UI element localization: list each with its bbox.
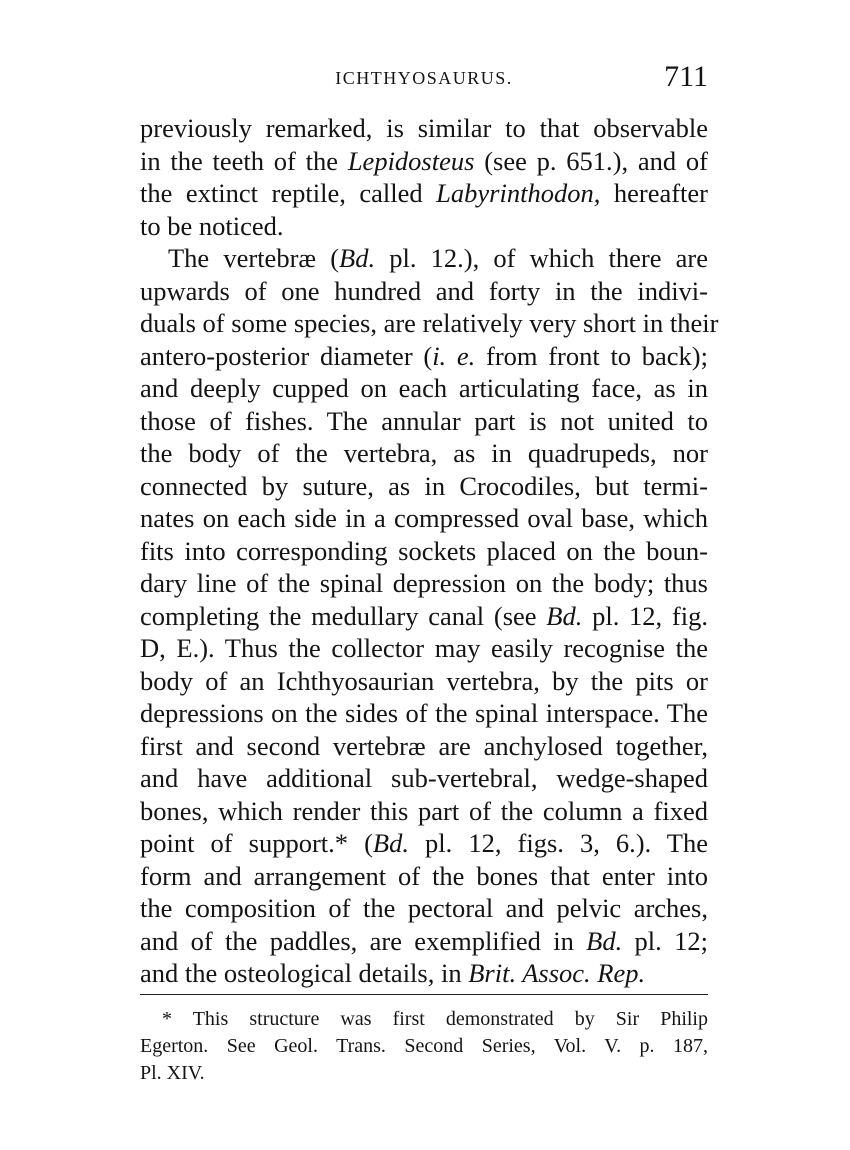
text-line: The vertebræ (Bd. pl. 12.), of which there are [168,243,708,273]
text-line: point of support.* (Bd. pl. 12, figs. 3, 6.). The [140,828,708,858]
text-line: nates on each side in a compressed oval base, which [140,503,708,533]
footnote-line: Egerton. See Geol. Trans. Second Series, Vol. V. p. 187, [140,1035,708,1057]
text-line: body of an Ichthyosaurian vertebra, by the pits or [140,665,708,696]
text-line: and have additional sub-vertebral, wedge-shaped [140,763,708,793]
footnote-rule [140,994,708,995]
footnote [140,1006,708,1087]
text-line: antero-posterior diameter (i. e. from front to back); [140,340,708,371]
body-text [140,112,719,990]
footnote-line: * This structure was first demonstrated by Sir Philip [162,1008,708,1030]
text-line: dary line of the spinal depression on the body; thus [140,568,708,598]
text-line: fits into corresponding sockets placed on the boun- [140,535,708,566]
text-line: and of the paddles, are exemplified in Bd. pl. 12; [140,925,708,956]
footnote-line: Pl. XIV. [140,1062,205,1084]
text-line: depressions on the sides of the spinal interspace. The [140,698,708,728]
text-line: the composition of the pectoral and pelvic arches, [140,893,708,923]
text-line: previously remarked, is similar to that observable [140,113,708,143]
text-line: and deeply cupped on each articulating face, as in [140,373,708,403]
text-line: upwards of one hundred and forty in the indivi- [140,275,708,306]
text-line: form and arrangement of the bones that enter into [140,860,708,891]
text-line: the extinct reptile, called Labyrinthodon, hereafter [140,178,709,208]
text-line: D, E.). Thus the collector may easily recognise the [140,633,708,663]
page-number: 711 [664,60,708,93]
text-line: and the osteological details, in Brit. Assoc. Rep. [140,958,646,988]
text-line: connected by suture, as in Crocodiles, but termi- [140,470,708,501]
text-line: those of fishes. The annular part is not united to [140,405,708,436]
text-line: to be noticed. [140,210,284,241]
text-line: bones, which render this part of the column a fixed [140,795,708,826]
text-line: duals of some species, are relatively very short in their [140,308,719,338]
text-line: first and second vertebræ are anchylosed together, [140,730,708,761]
text-line: completing the medullary canal (see Bd. pl. 12, fig. [140,600,708,631]
text-line: in the teeth of the Lepidosteus (see p. 651.), and of [140,145,709,176]
text-line: the body of the vertebra, as in quadrupeds, nor [140,438,708,468]
running-head: ICHTHYOSAURUS. [335,68,513,88]
page-header [140,60,708,96]
